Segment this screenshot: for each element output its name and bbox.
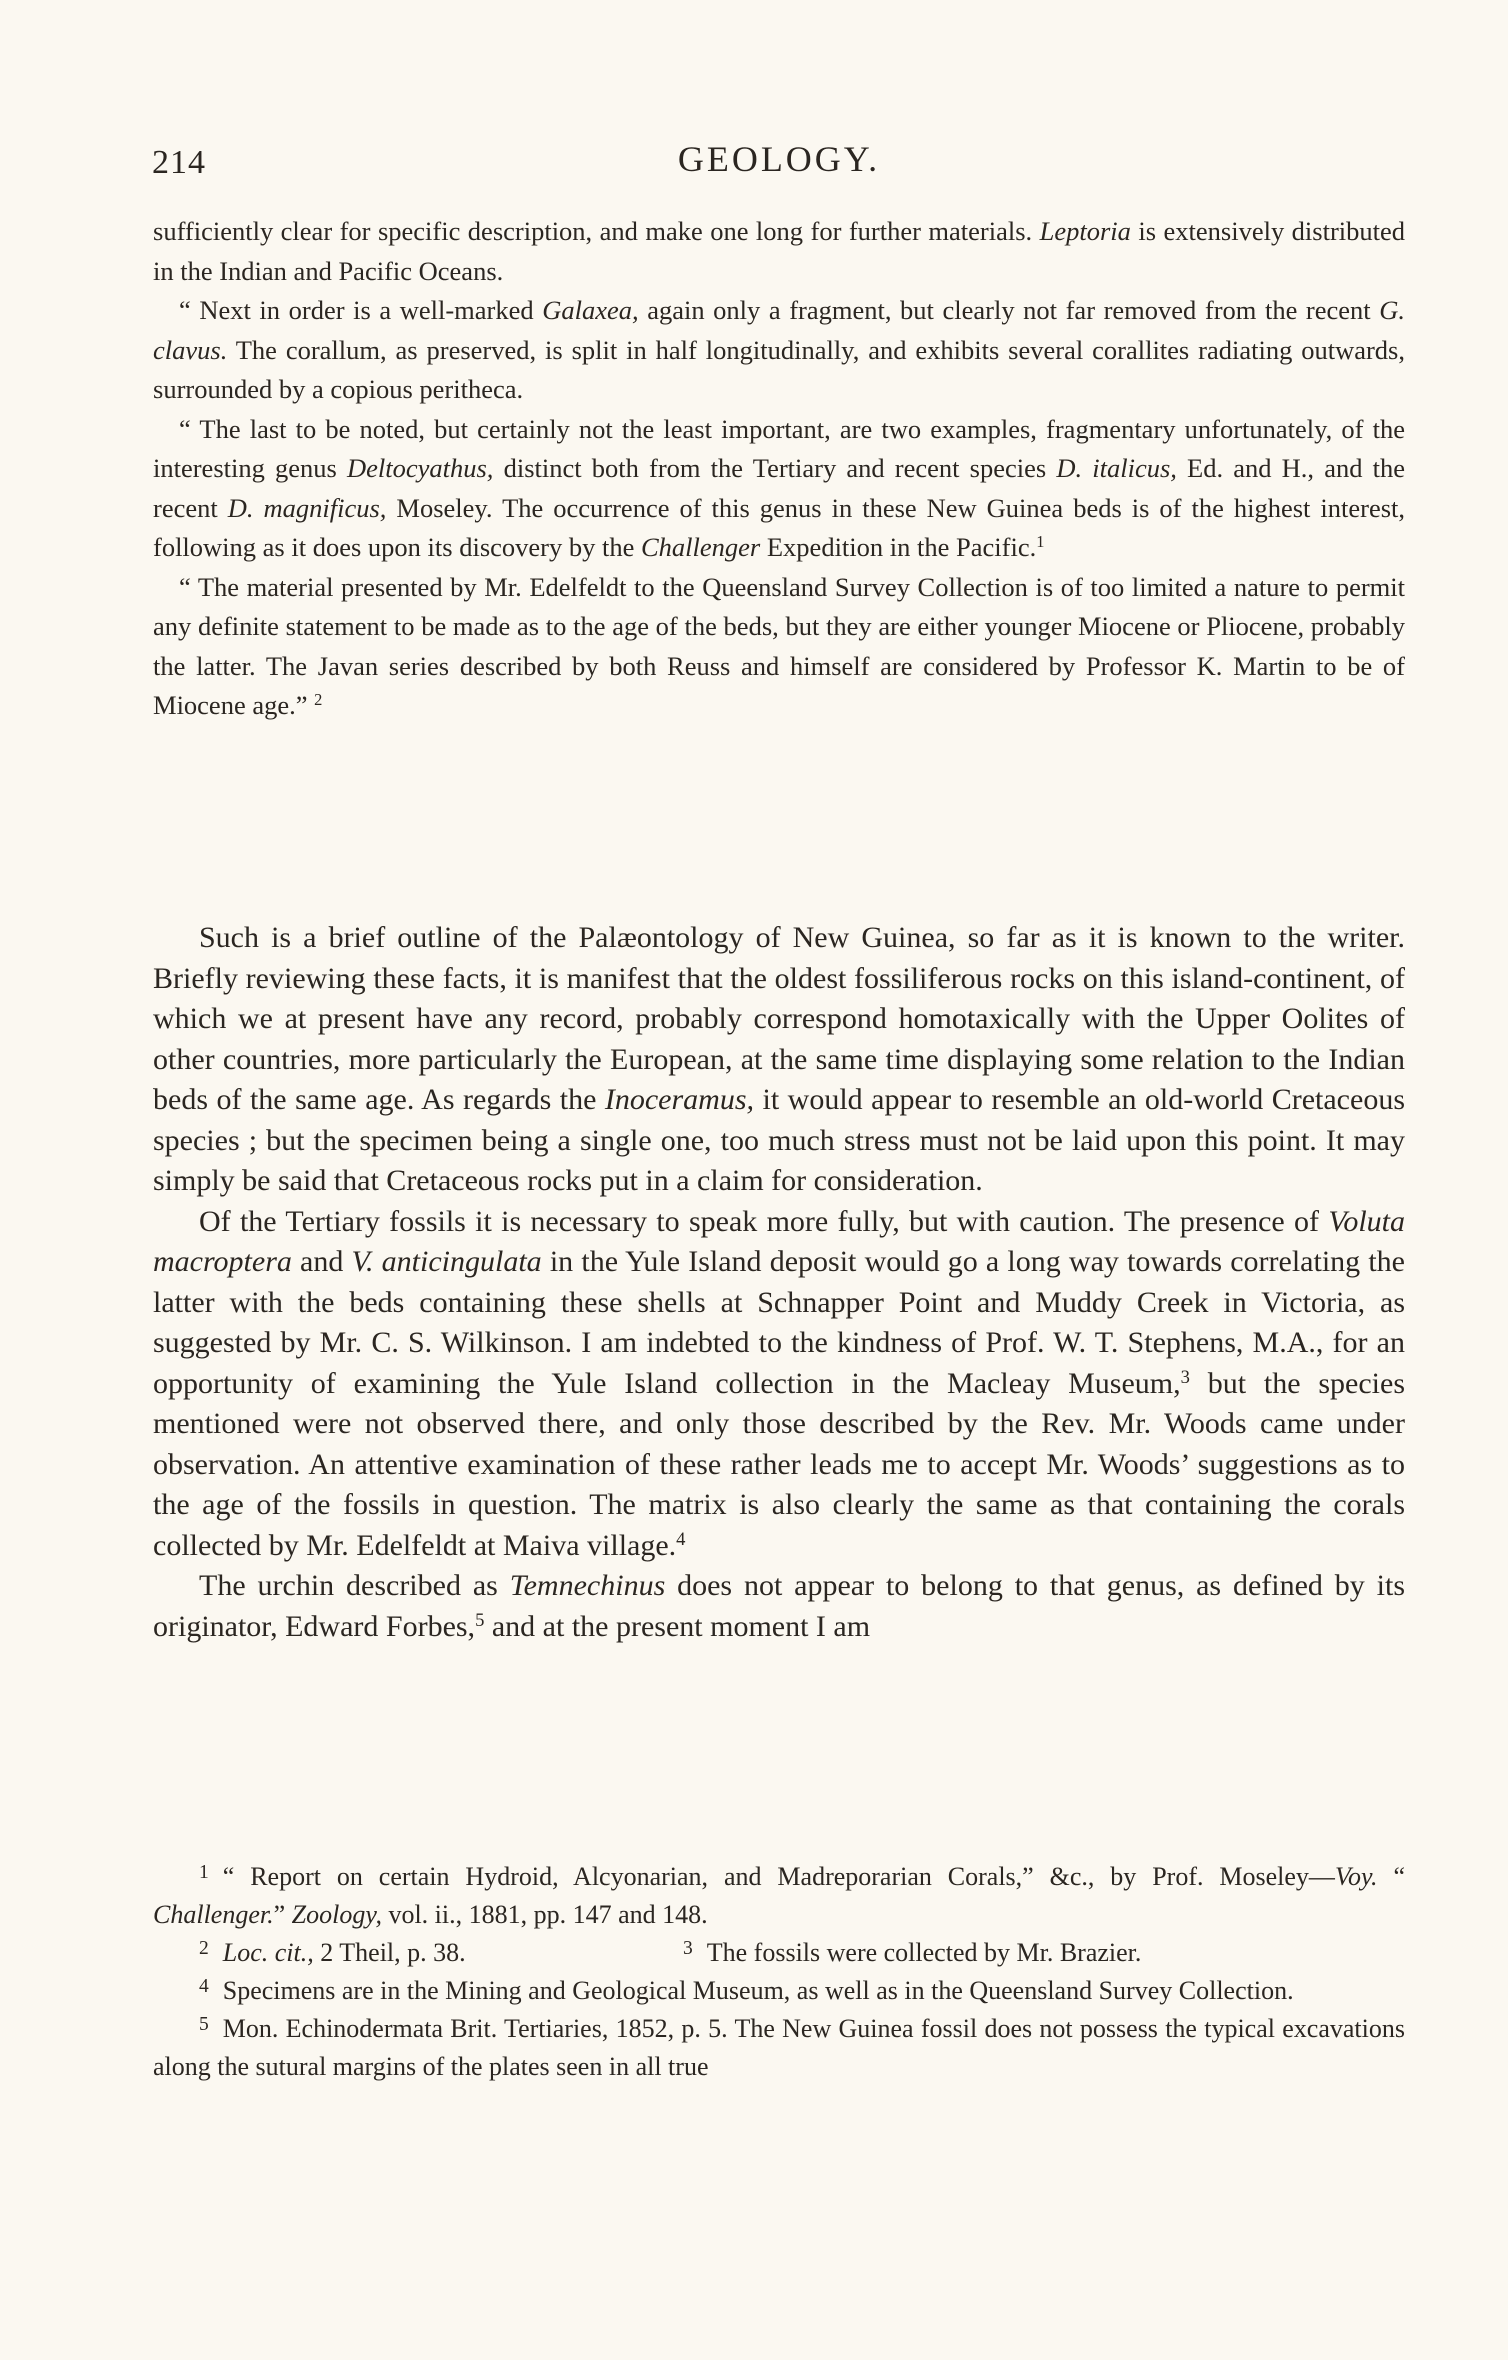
footnote-4: $^4$ Specimens are in the Mining and Geological Museum, as well as in the Queensland Survey Collection. [199,1976,1294,2005]
footnote-1: $^1$ “ Report on certain Hydroid, Alcyonarian, and Madreporarian Corals,” &c., by Prof. Moseley—Voy. “ Challenger.” Zoology, vol. ii., 1881, pp. 147 and 148. [153,1862,1405,1929]
quoted-extract [153,212,1405,726]
page-number: 214 [152,144,206,181]
body-paragraph-2: Of the Tertiary fossils it is necessary to speak more fully, but with caution. The presence of Voluta macroptera and V. anticingulata in the Yule Island deposit would go a long way towards correlating the latter with the beds containing these shells at Schnapper Point and Muddy Creek in Victoria, as suggested by Mr. C. S. Wilkinson. I am indebted to the kindness of Prof. W. T. Stephens, M.A., for an opportunity of examining the Yule Island collection in the Macleay Museum,$^3$ but the species mentioned were not observed there, and only those described by the Rev. Mr. Woods came under observation. An attentive examination of these rather leads me to accept Mr. Woods’ suggestions as to the age of the fossils in question. The matrix is also clearly the same as that containing the corals collected by Mr. Edelfeldt at Maiva village.$^4$ [153,1204,1405,1562]
quote-paragraph-2: “ Next in order is a well-marked Galaxea, again only a fragment, but clearly not far removed from the recent G. clavus. The corallum, as preserved, is split in half longitudinally, and exhibits several corallites radiating outwards, surrounded by a copious peritheca. [153,295,1406,404]
footnote-ref: 4 [676,1528,686,1550]
footnote-5: $^5$ Mon. Echinodermata Brit. Tertiaries, 1852, p. 5. The New Guinea fossil does not possess the typical excavations along the sutural margins of the plates seen in all true [153,2014,1405,2081]
main-text [153,918,1405,1647]
footnote-ref: 1 [1036,531,1045,551]
quote-paragraph-4: “ The material presented by Mr. Edelfeldt to the Queensland Survey Collection is of too limited a nature to permit any definite statement to be made as to the age of the beds, but they are either younger Miocene or Pliocene, probably the latter. The Javan series described by both Reuss and himself are considered by Professor K. Martin to be of Miocene age.” $^2$ [153,571,1405,720]
footnote-ref: 2 [314,689,323,709]
footnote-ref: 3 [1180,1366,1190,1388]
quote-paragraph-3: “ The last to be noted, but certainly not the least important, are two examples, fragmentary unfortunately, of the interesting genus Deltocyathus, distinct both from the Tertiary and recent species D. italicus, Ed. and H., and the recent D. magnificus, Moseley. The occurrence of this genus in these New Guinea beds is of the highest interest, following as it does upon its discovery by the Challenger Expedition in the Pacific.$^1$ [153,413,1406,562]
footnote-line-2-3 [153,1934,1405,1972]
body-paragraph-3: The urchin described as Temnechinus does not appear to belong to that genus, as defined by its originator, Edward Forbes,$^5$ and at the present moment I am [153,1569,1405,1643]
footnote-ref: 5 [475,1609,485,1631]
footnote-3: $^3$ The fossils were collected by Mr. Brazier. [683,1938,1142,1967]
body-paragraph-1: Such is a brief outline of the Palæontology of New Guinea, so far as it is known to the writer. Briefly reviewing these facts, it is manifest that the oldest fossiliferous rocks on this island-continent, of which we at present have any record, probably correspond homotaxically with the Upper Oolites of other countries, more particularly the European, at the same time displaying some relation to the Indian beds of the same age. As regards the Inoceramus, it would appear to resemble an old-world Cretaceous species ; but the specimen being a single one, too much stress must not be laid upon this point. It may simply be said that Cretaceous rocks put in a claim for consideration. [153,921,1405,1197]
footnotes [153,1858,1405,2086]
running-head: GEOLOGY. [677,139,881,179]
quote-paragraph-1: sufficiently clear for specific description, and make one long for further materials. Leptoria is extensively distributed in the Indian and Pacific Oceans. [153,216,1406,286]
page-header [152,138,1406,188]
footnote-2: $^2$ Loc. cit., 2 Theil, p. 38. [199,1938,466,1967]
